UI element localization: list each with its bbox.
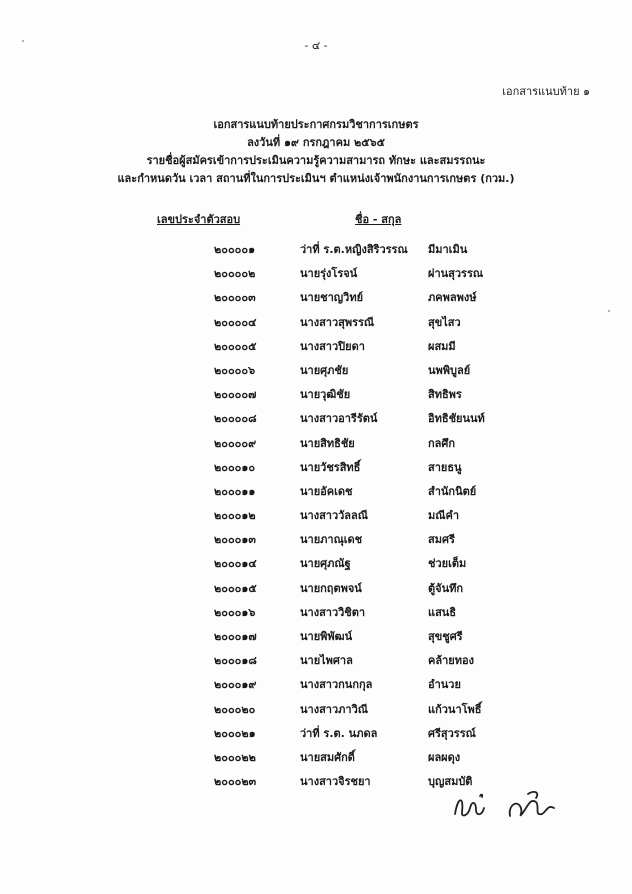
candidate-last-name: ผสมมี	[428, 339, 456, 353]
candidate-id: ๒๐๐๐๑๓	[214, 533, 256, 547]
candidate-id: ๒๐๐๐๐๕	[214, 339, 257, 353]
candidate-id: ๒๐๐๐๐๒	[214, 267, 256, 281]
candidate-last-name: สุขชูศรี	[428, 630, 463, 643]
candidate-first-name: นายกฤตพจน์	[300, 581, 362, 595]
candidate-first-name: นางสาววัลลณี	[300, 509, 368, 523]
candidate-last-name: นพพิบูลย์	[428, 363, 471, 377]
table-row	[0, 627, 632, 651]
candidate-first-name: นายวุฒิชัย	[300, 388, 351, 402]
candidate-id: ๒๐๐๐๐๘	[214, 412, 257, 426]
candidate-last-name: แก้วนาโพธิ์	[428, 702, 482, 716]
candidate-last-name: ผ่านสุวรรณ	[428, 267, 484, 281]
candidate-last-name: ผลผดุง	[428, 750, 461, 764]
table-row	[0, 506, 632, 530]
candidate-last-name: บุญสมบัติ	[428, 775, 473, 789]
page-number: - ๔ -	[304, 39, 328, 52]
column-header-id: เลขประจำตัวสอบ	[157, 213, 241, 226]
table-row	[0, 651, 632, 675]
candidate-last-name: แสนธิ	[428, 605, 457, 619]
table-row	[0, 409, 632, 433]
candidate-first-name: ว่าที่ ร.ต. นภดล	[300, 726, 378, 740]
candidate-last-name: ภคพลพงษ์	[428, 291, 477, 305]
candidate-first-name: นายอัคเดช	[300, 484, 353, 498]
candidate-last-name: มณีคำ	[428, 509, 459, 523]
candidate-first-name: ว่าที่ ร.ต.หญิงสิริวรรณ	[300, 243, 408, 256]
candidate-id: ๒๐๐๐๐๓	[214, 291, 256, 305]
header-line-3: รายชื่อผู้สมัครเข้าการประเมินความรู้ความสามารถ ทักษะ และสมรรถนะ	[146, 154, 486, 167]
candidate-first-name: นายวัชรสิทธิ์	[300, 460, 361, 474]
candidate-last-name: คล้ายทอง	[428, 654, 474, 668]
column-header-name: ชื่อ - สกุล	[355, 213, 402, 226]
candidate-id: ๒๐๐๐๑๘	[214, 654, 257, 668]
table-row	[0, 482, 632, 506]
candidate-last-name: สิทธิพร	[428, 388, 462, 402]
table-row	[0, 530, 632, 554]
candidate-last-name: กลศึก	[428, 436, 456, 450]
candidate-id: ๒๐๐๐๑๖	[214, 605, 256, 619]
candidate-id: ๒๐๐๐๑๑	[214, 484, 256, 498]
candidate-id: ๒๐๐๐๑๐	[214, 460, 256, 474]
table-row	[0, 288, 632, 312]
candidate-list	[0, 240, 632, 796]
candidate-first-name: นายสมศักดิ์	[300, 750, 355, 764]
candidate-last-name: สายธนู	[428, 460, 462, 474]
document-header	[0, 116, 632, 188]
candidate-first-name: นางสาวกนกกุล	[300, 678, 373, 692]
table-row	[0, 748, 632, 772]
candidate-last-name: สุขไสว	[428, 315, 461, 329]
candidate-id: ๒๐๐๐๐๔	[214, 315, 257, 329]
table-row	[0, 264, 632, 288]
candidate-first-name: นางสาวภาวิณี	[300, 702, 368, 716]
candidate-id: ๒๐๐๐๒๑	[214, 726, 256, 740]
candidate-id: ๒๐๐๐๐๖	[214, 363, 256, 377]
candidate-first-name: นางสาวอารีรัตน์	[300, 412, 378, 426]
table-row	[0, 603, 632, 627]
candidate-id: ๒๐๐๐๑๙	[214, 678, 257, 692]
candidate-id: ๒๐๐๐๒๒	[214, 750, 256, 764]
candidate-first-name: นายสิทธิชัย	[300, 436, 355, 450]
table-row	[0, 240, 632, 264]
table-row	[0, 675, 632, 699]
candidate-first-name: นางสาวสุพรรณี	[300, 315, 375, 329]
table-row	[0, 385, 632, 409]
candidate-id: ๒๐๐๐๒๐	[214, 702, 256, 716]
candidate-id: ๒๐๐๐๒๓	[214, 775, 257, 789]
table-row	[0, 361, 632, 385]
header-line-2: ลงวันที่ ๑๙ กรกฎาคม ๒๕๖๕	[247, 136, 385, 149]
header-line-1: เอกสารแนบท้ายประกาศกรมวิชาการเกษตร	[213, 118, 419, 131]
candidate-id: ๒๐๐๐๐๙	[214, 436, 257, 450]
table-row	[0, 554, 632, 578]
candidate-id: ๒๐๐๐๑๒	[214, 509, 256, 523]
candidate-first-name: นายศุภชัย	[300, 363, 349, 377]
candidate-id: ๒๐๐๐๑๔	[214, 557, 257, 571]
candidate-last-name: สมศรี	[428, 533, 455, 547]
table-row	[0, 700, 632, 724]
candidate-last-name: อำนวย	[428, 678, 461, 692]
candidate-first-name: นางสาวปิยดา	[300, 339, 365, 353]
table-row	[0, 458, 632, 482]
candidate-last-name: ศรีสุวรรณ์	[428, 726, 476, 740]
table-row	[0, 434, 632, 458]
candidate-first-name: นายพิพัฒน์	[300, 630, 353, 643]
attachment-label: เอกสารแนบท้าย ๑	[502, 85, 590, 98]
table-row	[0, 579, 632, 603]
candidate-last-name: มีมาเมิน	[428, 243, 468, 256]
candidate-first-name: นายไพศาล	[300, 654, 353, 668]
candidate-first-name: นางสาวจิรชยา	[300, 775, 371, 789]
candidate-id: ๒๐๐๐๑๗	[214, 630, 257, 643]
candidate-first-name: นายชาญวิทย์	[300, 291, 364, 305]
candidate-first-name: นายรุ่งโรจน์	[300, 267, 358, 281]
candidate-last-name: สำนักนิตย์	[428, 484, 477, 498]
candidate-last-name: ช่วยเต็ม	[428, 557, 467, 571]
candidate-first-name: นางสาววิชิตา	[300, 605, 366, 619]
table-row	[0, 337, 632, 361]
candidate-first-name: นายภาณุเดช	[300, 533, 363, 547]
header-line-4: และกำหนดวัน เวลา สถานที่ในการประเมินฯ ตำแหน่งเจ้าพนักงานการเกษตร (กวม.)	[117, 172, 515, 185]
table-row	[0, 724, 632, 748]
candidate-last-name: อิทธิชัยนนท์	[428, 412, 485, 426]
candidate-id: ๒๐๐๐๑๕	[214, 581, 257, 595]
candidate-id: ๒๐๐๐๐๑	[214, 243, 256, 256]
candidate-first-name: นายศุภณัฐ	[300, 557, 351, 571]
table-row	[0, 313, 632, 337]
candidate-last-name: ตู้จันทึก	[428, 581, 464, 595]
candidate-id: ๒๐๐๐๐๗	[214, 388, 257, 402]
handwritten-signature	[450, 786, 570, 826]
